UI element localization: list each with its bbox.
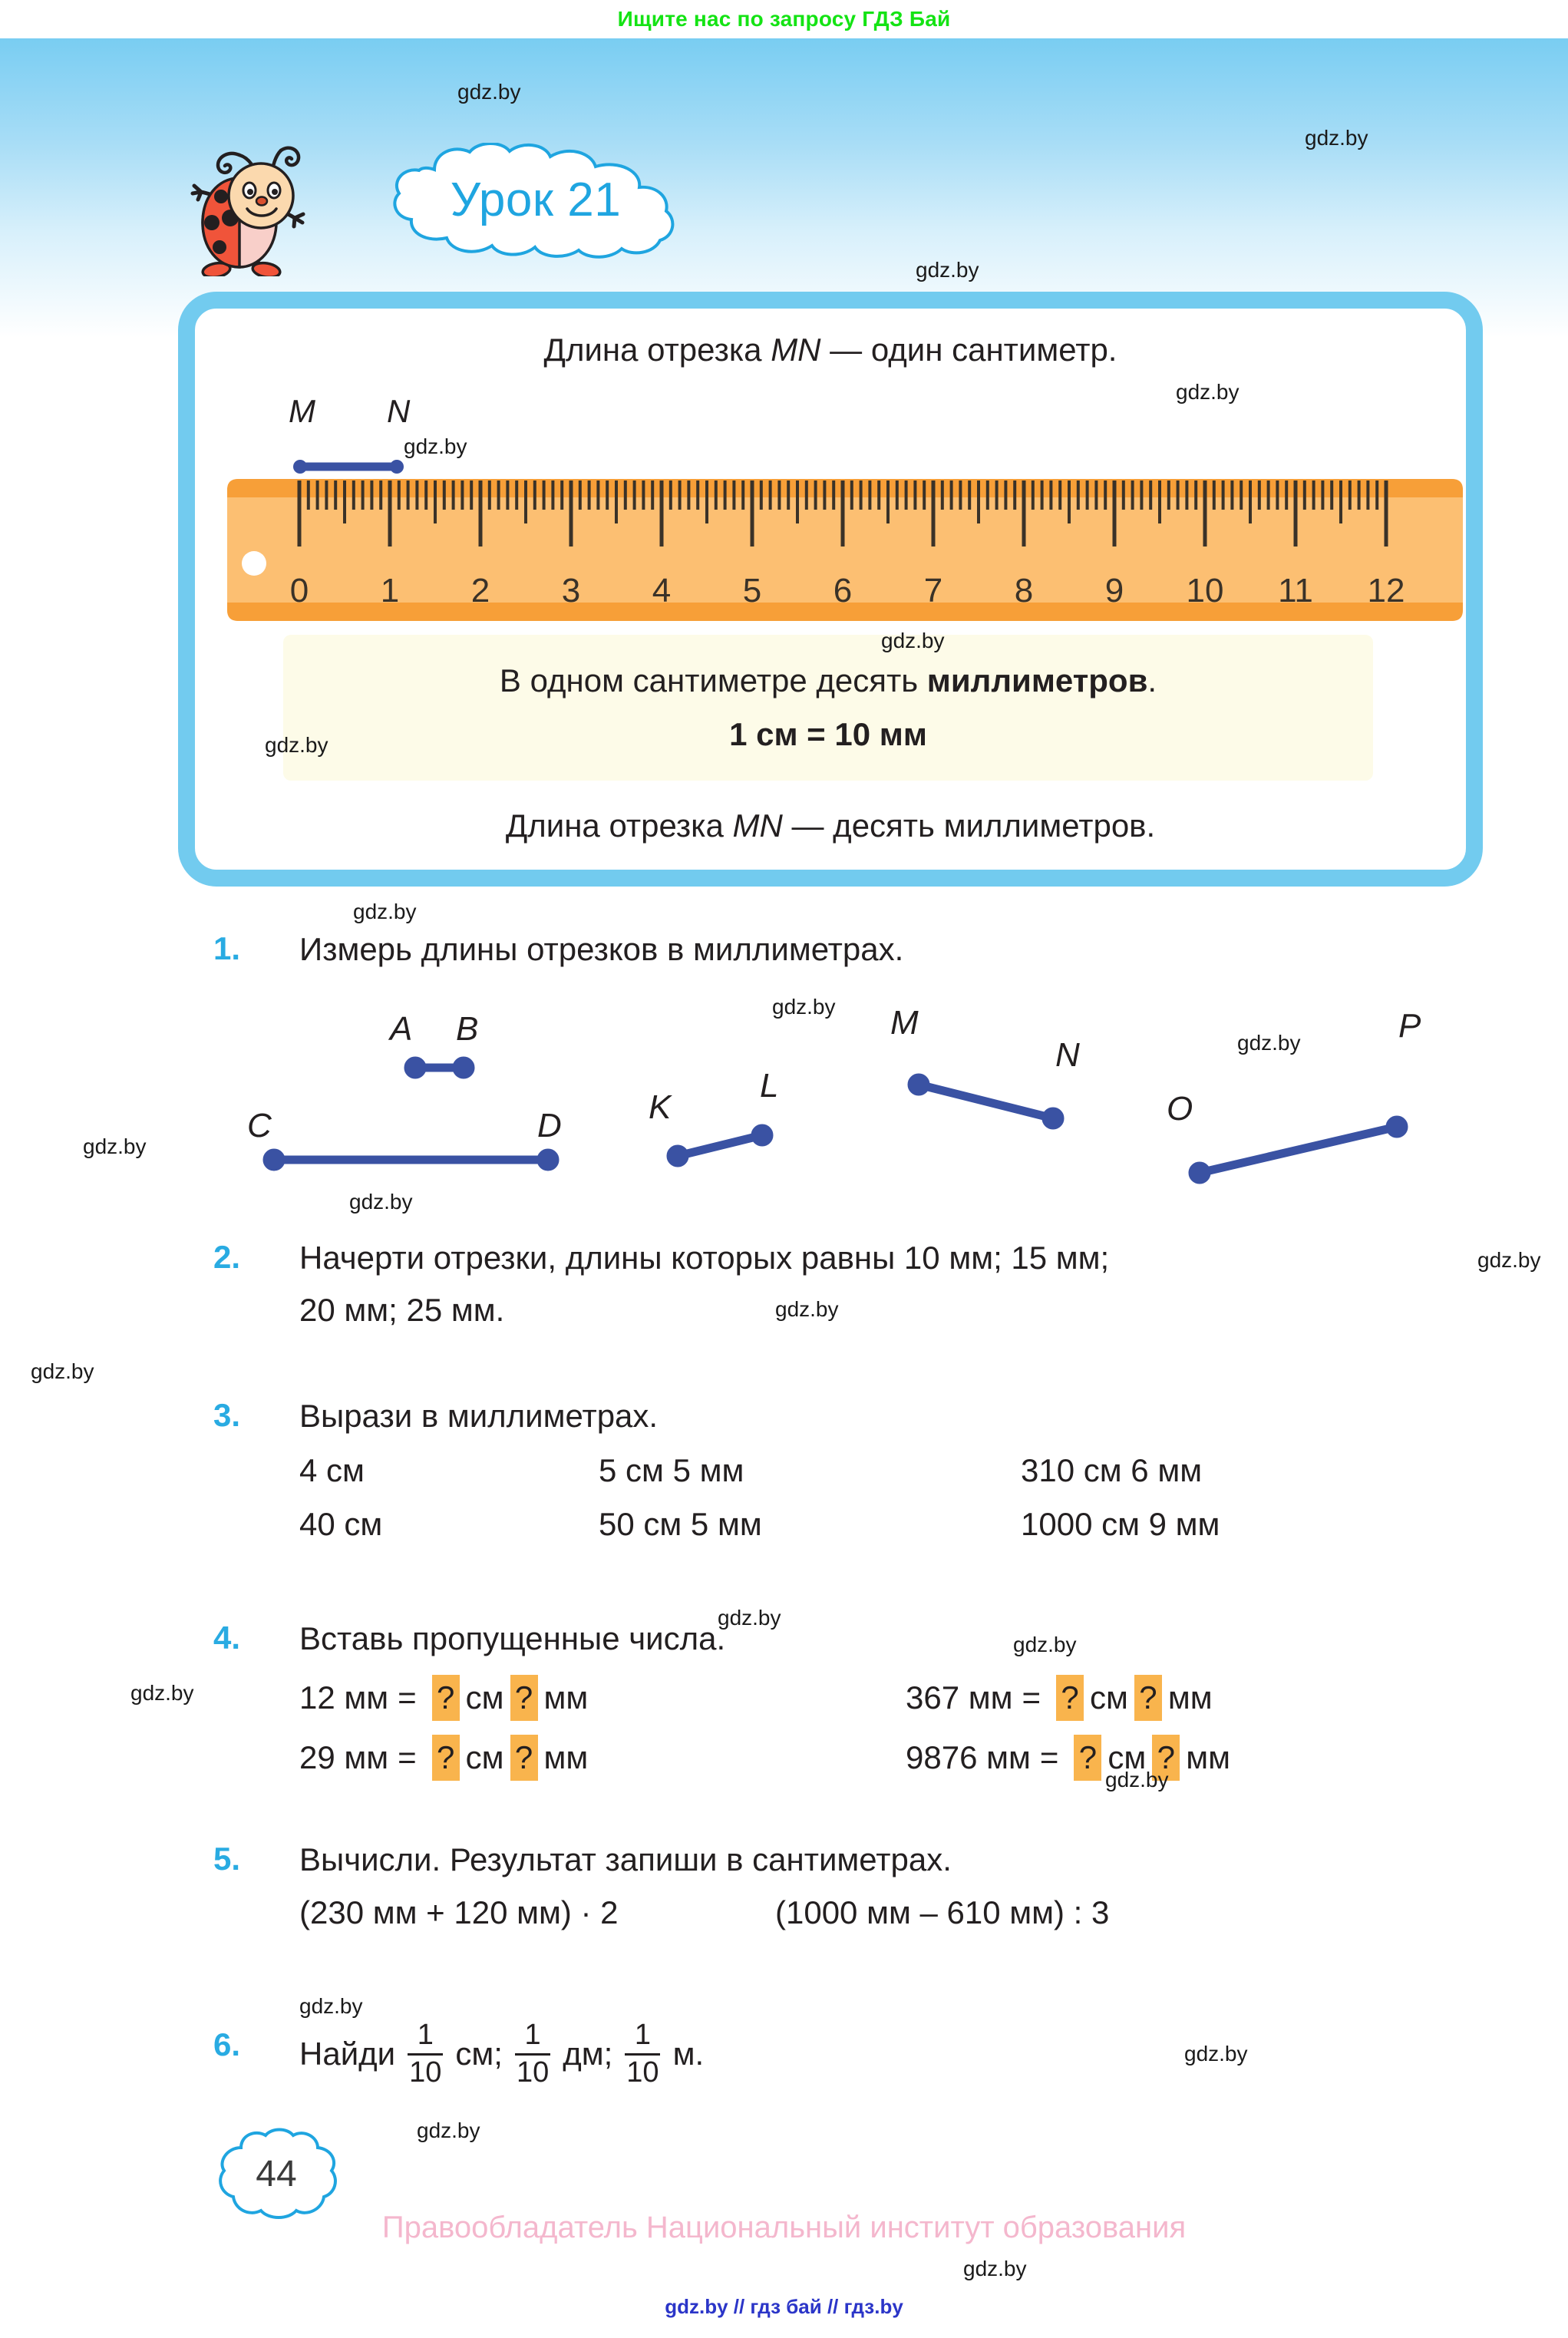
watermark-3: gdz.by — [83, 1134, 147, 1158]
exercise-4-unit-2a-mm: мм — [543, 1739, 589, 1775]
svg-text:10: 10 — [1186, 572, 1224, 609]
exercise-6-unit-3: м. — [672, 2036, 705, 2072]
exercise-1-text: Измерь длины отрезков в миллиметрах. — [299, 931, 904, 967]
rule-sentence-bold: миллиметров — [926, 662, 1148, 698]
segment-label-b: B — [456, 1010, 479, 1048]
theory-heading-segment-name: MN — [771, 332, 821, 368]
exercise-4-unit-2b-mm: мм — [1186, 1739, 1231, 1775]
exercise-6-unit-1: см; — [455, 2036, 503, 2072]
exercise-3-row-2 — [299, 1506, 1405, 1543]
exercise-6-fraction-1-denominator: 10 — [409, 2056, 442, 2089]
exercise-4-eq-right-1 — [906, 1675, 1512, 1721]
exercise-5-number: 5. — [213, 1841, 241, 1877]
svg-text:5: 5 — [742, 572, 762, 609]
theory-footer-segment-name: MN — [732, 807, 783, 844]
svg-text:2: 2 — [470, 572, 490, 609]
ladybug-icon — [161, 123, 315, 276]
svg-text:11: 11 — [1278, 572, 1313, 609]
exercise-6-body — [299, 2020, 704, 2089]
exercise-4-blank-2a-mm[interactable]: ? — [510, 1735, 538, 1781]
exercise-4-blank-2b-mm[interactable]: ? — [1152, 1735, 1180, 1781]
rule-sentence-c: . — [1147, 662, 1157, 698]
watermark-5: gdz.by — [404, 434, 467, 458]
exercise-4-text: Вставь пропущенные числа. — [299, 1620, 726, 1656]
segment-label-k: K — [649, 1088, 672, 1126]
svg-text:9: 9 — [1104, 572, 1124, 609]
exercise-4-value-2a: 29 мм — [299, 1739, 389, 1775]
bottom-links[interactable]: gdz.by // гдз бай // гдз.by — [665, 2295, 903, 2318]
exercise-1-number: 1. — [213, 930, 241, 966]
theory-heading-part-b: — один сантиметр. — [820, 332, 1117, 368]
theory-box — [178, 292, 1483, 887]
exercise-4-blank-2b-cm[interactable]: ? — [1074, 1735, 1101, 1781]
watermark-13: gdz.by — [775, 1297, 839, 1321]
exercise-4-equals-1b: = — [1022, 1679, 1041, 1716]
exercise-6-fraction-3-bar — [625, 2053, 660, 2056]
exercise-4-unit-1a-cm: см — [465, 1679, 504, 1716]
exercise-4-row-1 — [299, 1675, 1512, 1721]
exercise-4-row-2 — [299, 1735, 1512, 1781]
exercise-4-unit-1a-mm: мм — [543, 1679, 589, 1716]
promo-banner — [0, 0, 1568, 38]
exercise-4-value-2b: 9876 мм — [906, 1739, 1031, 1775]
exercise-5-expressions — [299, 1894, 1109, 1931]
theory-footer — [195, 807, 1466, 844]
exercise-6-unit-2: дм; — [563, 2036, 613, 2072]
segment-label-d: D — [537, 1107, 562, 1144]
exercise-4-equations — [299, 1675, 1512, 1781]
exercise-4-unit-2a-cm: см — [465, 1739, 504, 1775]
exercise-6-text: Найди — [299, 2036, 396, 2072]
exercise-4-eq-right-2 — [906, 1735, 1512, 1781]
theory-heading-part-a: Длина отрезка — [543, 332, 771, 368]
exercise-6-fraction-1-numerator: 1 — [417, 2019, 434, 2051]
svg-text:6: 6 — [833, 572, 853, 609]
watermark-8: gdz.by — [353, 900, 417, 923]
exercise-5-text: Вычисли. Результат запиши в сантиметрах. — [299, 1841, 952, 1877]
exercise-3-cell-2-3: 1000 см 9 мм — [1021, 1506, 1220, 1542]
exercise-3-number: 3. — [213, 1397, 241, 1433]
exercise-5-expression-left: (230 мм + 120 мм) · 2 — [299, 1894, 619, 1930]
exercise-4-unit-1b-cm: см — [1090, 1679, 1128, 1716]
exercise-3-cell-1-2: 5 см 5 мм — [599, 1452, 744, 1488]
mn-label-m: M — [289, 393, 315, 429]
exercise-6-fraction-2-numerator: 1 — [524, 2019, 541, 2051]
watermark-16: gdz.by — [1013, 1633, 1077, 1656]
watermark-12: gdz.by — [1477, 1248, 1541, 1272]
watermark-0: gdz.by — [457, 80, 521, 104]
exercise-4-eq-left-2 — [299, 1735, 906, 1781]
svg-text:3: 3 — [561, 572, 581, 609]
exercise-4-unit-2b-cm: см — [1108, 1739, 1147, 1775]
exercise-4-blank-1a-mm[interactable]: ? — [510, 1675, 538, 1721]
exercise-3-cell-2-1: 40 см — [299, 1506, 383, 1542]
exercise-6-fraction-1-bar — [408, 2053, 443, 2056]
segment-label-a: A — [390, 1010, 413, 1048]
segment-label-p: P — [1398, 1007, 1421, 1045]
exercise-4-number: 4. — [213, 1620, 241, 1656]
lesson-title-text: Урок 21 — [450, 173, 622, 226]
exercise-3-row-1 — [299, 1452, 1405, 1489]
watermark-21: gdz.by — [417, 2118, 480, 2142]
exercise-4-blank-1b-mm[interactable]: ? — [1134, 1675, 1162, 1721]
watermark-14: gdz.by — [31, 1359, 94, 1383]
svg-text:7: 7 — [923, 572, 943, 609]
theory-footer-a: Длина отрезка — [505, 807, 733, 844]
watermark-4: gdz.by — [1176, 380, 1240, 404]
watermark-20: gdz.by — [1184, 2042, 1248, 2066]
exercise-6-fraction-3-denominator: 10 — [626, 2056, 659, 2089]
svg-text:1: 1 — [380, 572, 400, 609]
exercise-6-number: 6. — [213, 2026, 241, 2062]
page-number: 44 — [256, 2154, 297, 2194]
ruler-graphic — [227, 479, 1463, 621]
rule-sentence-a: В одном сантиметре десять — [499, 662, 927, 698]
rule-highlight-box — [283, 635, 1373, 781]
exercise-1-segments — [0, 990, 1568, 1220]
theory-footer-b: — десять миллиметров. — [782, 807, 1156, 844]
watermark-11: gdz.by — [349, 1190, 413, 1214]
exercise-6-fraction-3 — [622, 2020, 663, 2089]
segment-label-l: L — [760, 1067, 779, 1105]
watermark-15: gdz.by — [718, 1606, 781, 1630]
watermark-17: gdz.by — [130, 1681, 194, 1705]
exercise-4-value-1a: 12 мм — [299, 1679, 389, 1716]
watermark-22: gdz.by — [963, 2257, 1027, 2280]
lesson-title-cloud — [344, 143, 728, 262]
exercise-3-cell-2-2: 50 см 5 мм — [599, 1506, 762, 1542]
exercise-3-cell-1-1: 4 см — [299, 1452, 365, 1488]
exercise-4-unit-1b-mm: мм — [1167, 1679, 1213, 1716]
watermark-18: gdz.by — [1105, 1768, 1169, 1791]
watermark-10: gdz.by — [1237, 1031, 1301, 1055]
exercise-6-fraction-2-bar — [515, 2053, 550, 2056]
exercise-4-equals-2a: = — [398, 1739, 417, 1775]
exercise-6-fraction-3-numerator: 1 — [634, 2019, 651, 2051]
watermark-6: gdz.by — [881, 629, 945, 652]
exercise-2-number: 2. — [213, 1239, 241, 1275]
segment-label-m: M — [890, 1004, 919, 1042]
exercise-3-text: Вырази в миллиметрах. — [299, 1398, 659, 1434]
page-number-cloud — [207, 2126, 345, 2222]
exercise-4-value-1b: 367 мм — [906, 1679, 1013, 1716]
exercise-3-values — [299, 1452, 1405, 1543]
exercise-3-cell-1-3: 310 см 6 мм — [1021, 1452, 1203, 1488]
exercise-6-fraction-2 — [512, 2020, 553, 2089]
watermark-19: gdz.by — [299, 1994, 363, 2018]
rule-sentence — [500, 662, 1157, 699]
watermark-9: gdz.by — [772, 995, 836, 1019]
exercise-2-line-2: 20 мм; 25 мм. — [299, 1292, 505, 1328]
exercise-4-equals-1a: = — [398, 1679, 417, 1716]
segment-label-n: N — [1055, 1036, 1080, 1074]
mn-label-n: N — [387, 393, 411, 429]
exercise-5-expression-right: (1000 мм – 610 мм) : 3 — [775, 1894, 1110, 1930]
exercise-4-eq-left-1 — [299, 1675, 906, 1721]
exercise-6-fraction-1 — [404, 2020, 446, 2089]
svg-text:4: 4 — [652, 572, 672, 609]
watermark-1: gdz.by — [1305, 126, 1368, 150]
exercise-4-equals-2b: = — [1039, 1739, 1059, 1775]
exercise-4-blank-2a-cm[interactable]: ? — [432, 1735, 460, 1781]
segment-label-c: C — [247, 1107, 272, 1144]
watermark-7: gdz.by — [265, 733, 328, 757]
exercise-2-line-1: Начерти отрезки, длины которых равны 10 мм; 15 мм; — [299, 1240, 1110, 1276]
rule-formula: 1 см = 10 мм — [729, 716, 927, 752]
copyright-notice: Правообладатель Национальный институт образования — [381, 2211, 1187, 2244]
promo-banner-text: Ищите нас по запросу ГДЗ Бай — [617, 7, 951, 31]
exercise-4-blank-1a-cm[interactable]: ? — [432, 1675, 460, 1721]
exercise-4-blank-1b-cm[interactable]: ? — [1056, 1675, 1084, 1721]
svg-text:0: 0 — [289, 572, 309, 609]
segment-label-o: O — [1167, 1090, 1193, 1128]
svg-text:12: 12 — [1367, 572, 1405, 609]
svg-text:8: 8 — [1014, 572, 1034, 609]
theory-heading — [195, 332, 1466, 368]
exercise-6-fraction-2-denominator: 10 — [516, 2056, 550, 2089]
watermark-2: gdz.by — [916, 258, 979, 282]
